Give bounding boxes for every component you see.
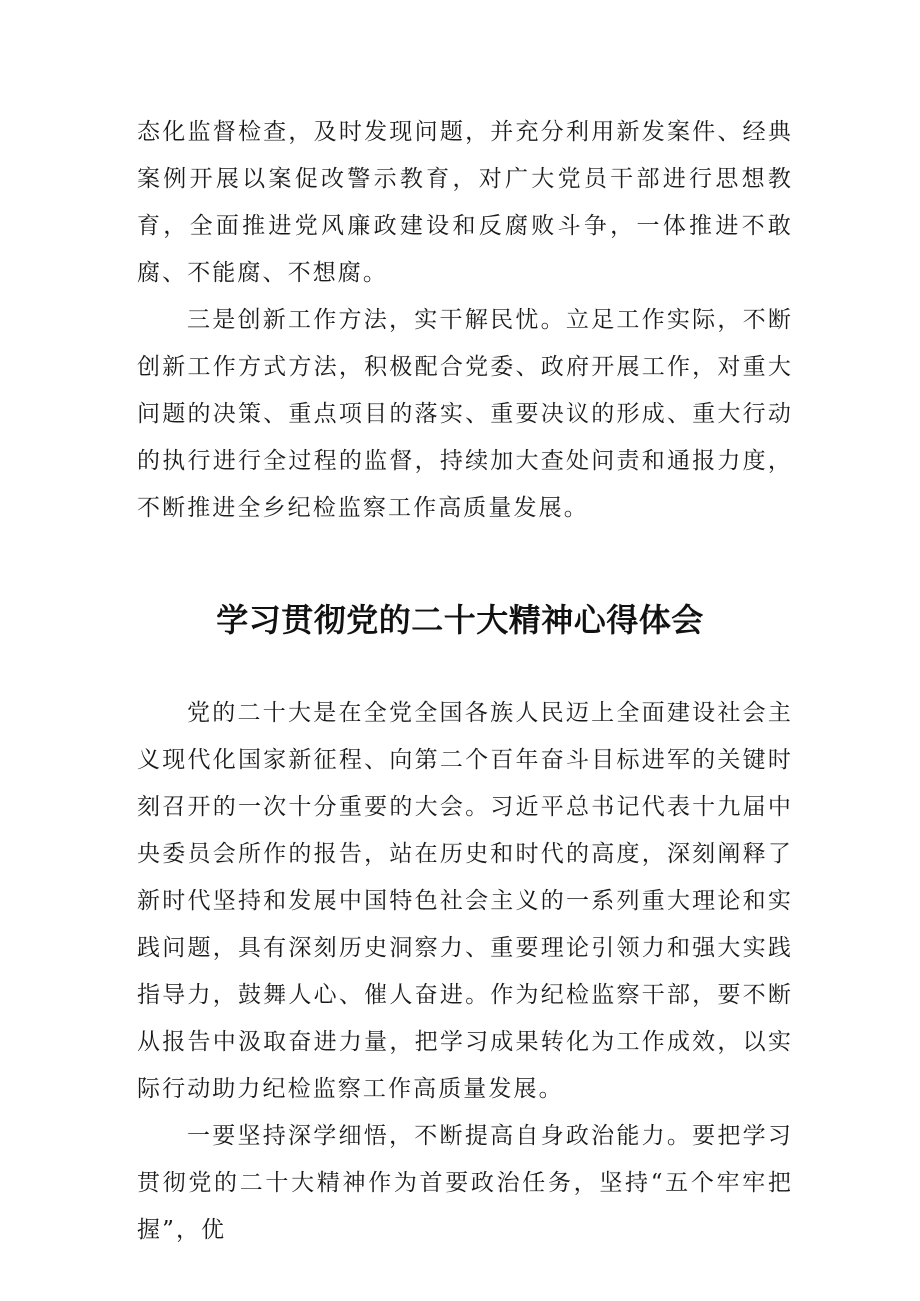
paragraph-point-one: 一要坚持深学细悟，不断提高自身政治能力。要把学习贯彻党的二十大精神作为首要政治任务，坚持“五个牢牢把握”，优 bbox=[137, 1123, 793, 1243]
paragraph-intro: 党的二十大是在全党全国各族人民迈上全面建设社会主义现代化国家新征程、向第二个百年奋斗目标进军的关键时刻召开的一次十分重要的大会。习近平总书记代表十九届中央委员会所作的报告，站在历史和时代的高度，深刻阐释了新时代坚持和发展中国特色社会主义的一系列重大理论和实践问题，具有深刻历史洞察力、重要理论引领力和强大实践指导力，鼓舞人心、催人奋进。作为纪检监察干部，要不断从报告中汲取奋进力量，把学习成果转化为工作成效，以实际行动助力纪检监察工作高质量发展。 bbox=[137, 700, 793, 1102]
continued-section bbox=[137, 109, 793, 532]
paragraph-innovate-methods: 三是创新工作方法，实干解民忧。立足工作实际，不断创新工作方式方法，积极配合党委、政府开展工作，对重大问题的决策、重点项目的落实、重要决议的形成、重大行动的执行进行全过程的监督，持续加大查处问责和通报力度，不断推进全乡纪检监察工作高质量发展。 bbox=[137, 307, 793, 521]
continued-paragraph: 态化监督检查，及时发现问题，并充分利用新发案件、经典案例开展以案促改警示教育，对广大党员干部进行思想教育，全面推进党风廉政建设和反腐败斗争，一体推进不敢腐、不能腐、不想腐。 bbox=[137, 119, 793, 286]
article-title: 学习贯彻党的二十大精神心得体会 bbox=[216, 601, 704, 639]
article-body bbox=[137, 690, 793, 1254]
